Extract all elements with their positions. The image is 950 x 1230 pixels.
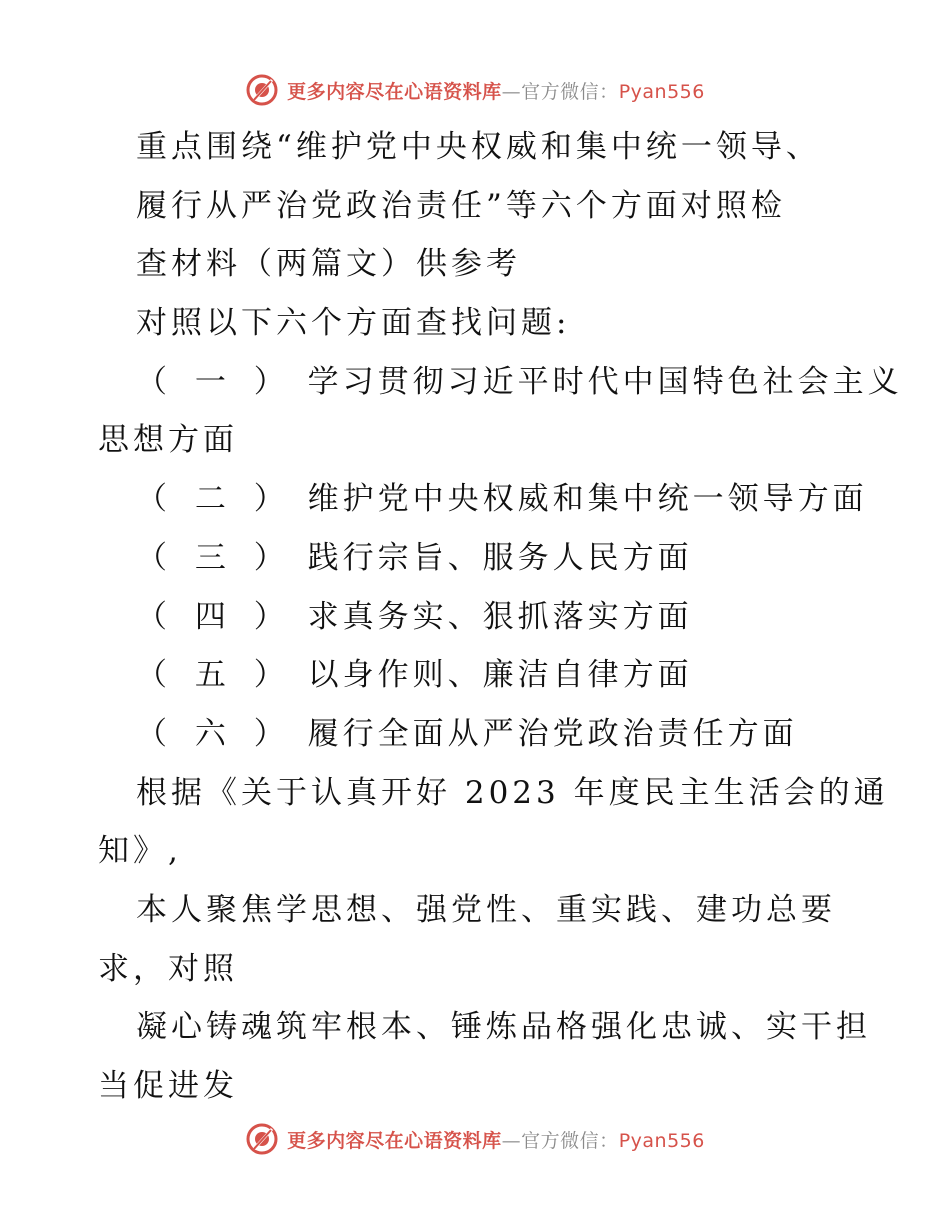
watermark-text: 更多内容尽在心语资料库—官方微信：Pyan556 — [287, 80, 705, 103]
document-title-line: 重点围绕“维护党中央权威和集中统一领导、 — [136, 129, 821, 165]
watermark-banner-top — [0, 70, 950, 110]
paragraph-line: 求，对照 — [98, 950, 238, 987]
document-title-line: 查材料（两篇文）供参考 — [136, 246, 521, 283]
watermark-text: 更多内容尽在心语资料库—官方微信：Pyan556 — [287, 1129, 705, 1152]
item-text: 履行全面从严治党政治责任方面 — [307, 715, 798, 752]
list-item — [98, 529, 858, 588]
item-number: （ 一 ） — [136, 363, 294, 400]
intro-text: 对照以下六个方面查找问题: — [136, 305, 571, 342]
document-title-line: 履行从严治党政治责任”等六个方面对照检 — [136, 187, 786, 224]
brush-seal-icon — [245, 73, 279, 107]
list-item — [98, 705, 858, 764]
item-number: （ 二 ） — [136, 481, 294, 518]
item-text: 践行宗旨、服务人民方面 — [307, 539, 693, 576]
item-text: 求真务实、狠抓落实方面 — [307, 598, 693, 635]
list-item — [98, 588, 858, 647]
item-number: （ 五 ） — [136, 657, 294, 694]
brush-seal-icon — [245, 1122, 279, 1156]
paragraph-line: 知》, — [98, 833, 182, 870]
list-item — [98, 353, 903, 412]
watermark-banner-bottom — [0, 1119, 950, 1159]
item-number: （ 三 ） — [136, 539, 294, 576]
item-number: （ 四 ） — [136, 598, 294, 635]
paragraph-line: 根据《关于认真开好 2023 年度民主生活会的通 — [136, 774, 889, 811]
paragraph-line: 本人聚焦学思想、强党性、重实践、建功总要 — [136, 891, 836, 928]
item-text: 以身作则、廉洁自律方面 — [307, 657, 693, 694]
item-text: 学习贯彻习近平时代中国特色社会主义 — [307, 363, 903, 400]
list-item — [98, 646, 858, 705]
item-number: （ 六 ） — [136, 715, 294, 752]
list-item — [98, 470, 868, 529]
document-body — [98, 118, 903, 1116]
list-item-continuation: 思想方面 — [98, 422, 238, 459]
paragraph-line: 当促进发 — [98, 1068, 238, 1104]
item-text: 维护党中央权威和集中统一领导方面 — [307, 481, 868, 518]
paragraph-line: 凝心铸魂筑牢根本、锤炼品格强化忠诚、实干担 — [136, 1009, 871, 1046]
